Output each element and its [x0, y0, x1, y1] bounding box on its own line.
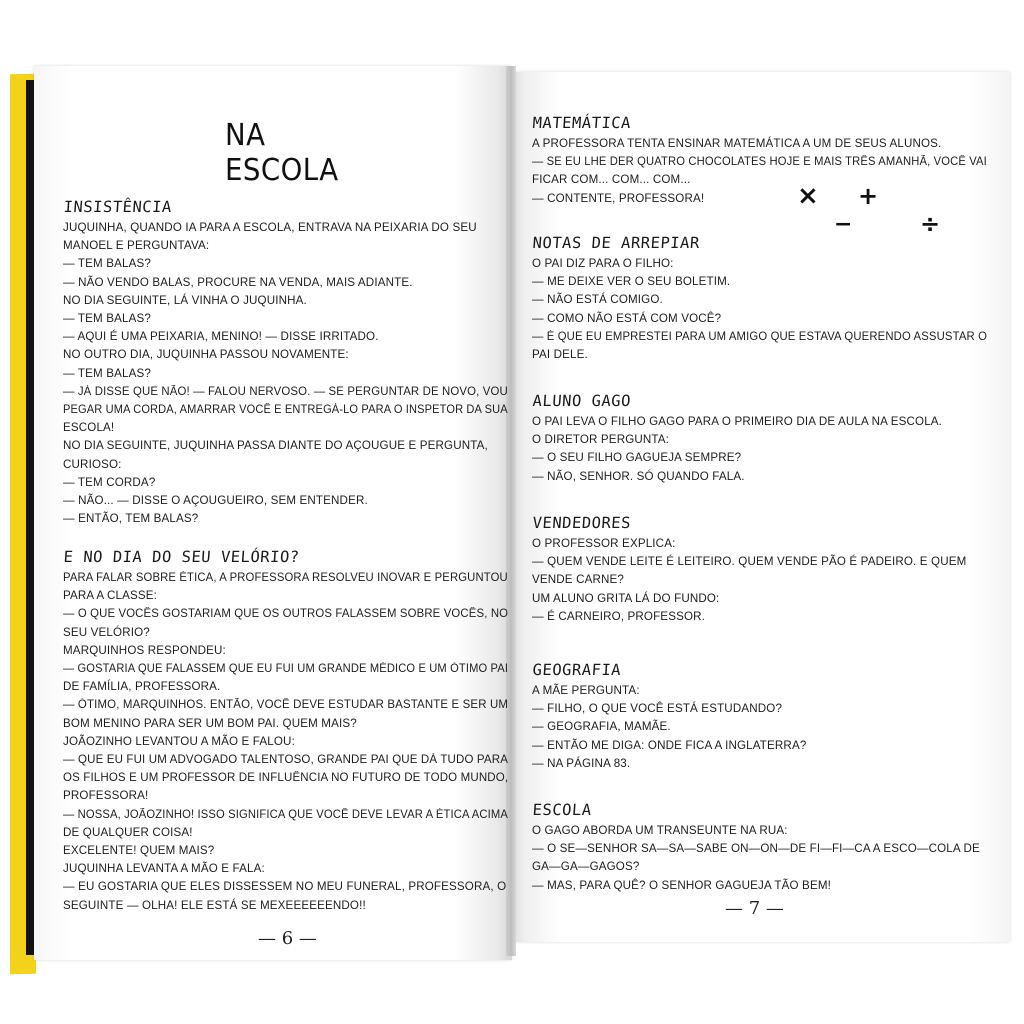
text-line: — CONTENTE, PROFESSORA! [532, 191, 705, 205]
text-line: BOM MENINO PARA SER UM BOM PAI. QUEM MAIS? [63, 716, 357, 730]
text-line: PARA A CLASSE: [63, 589, 158, 603]
text-line: O DIRETOR PERGUNTA: [532, 433, 670, 447]
section-title: GEOGRAFIA [532, 661, 622, 679]
section-matematica [532, 114, 992, 208]
section-body [532, 255, 992, 364]
multiply-symbol: × [797, 181, 819, 211]
section-insistencia [63, 198, 508, 528]
plus-symbol: + [858, 182, 879, 210]
text-line: — NÃO... — DISSE O AÇOUGUEIRO, SEM ENTENDER. [63, 494, 368, 508]
page-number-right: — 7 — [725, 898, 784, 919]
text-line: — TEM BALAS? [63, 366, 151, 380]
text-line: — JÁ DISSE QUE NÃO! — FALOU NERVOSO. — SE PERGUNTAR DE NOVO, VOU [63, 384, 508, 398]
text-line: JUQUINHA LEVANTA A MÃO E FALA: [63, 862, 265, 876]
text-line: — ÓTIMO, MARQUINHOS. ENTÃO, VOCÊ DEVE ESTUDAR BASTANTE E SER UM [63, 698, 509, 712]
section-body [532, 822, 992, 895]
text-line: — AQUI É UMA PEIXARIA, MENINO! — DISSE IRRITADO. [63, 330, 379, 344]
text-line: GA—GA—GAGOS? [532, 860, 640, 874]
text-line: ESCOLA! [63, 421, 115, 435]
text-line: JUQUINHA, QUANDO IA PARA A ESCOLA, ENTRAVA NA PEIXARIA DO SEU [63, 221, 477, 234]
section-body [532, 135, 992, 208]
text-line: NO DIA SEGUINTE, LÁ VINHA O JUQUINHA. [63, 293, 307, 307]
text-line: — NA PÁGINA 83. [532, 756, 631, 770]
text-line: — ME DEIXE VER O SEU BOLETIM. [532, 275, 731, 289]
section-aluno-gago [532, 392, 992, 486]
text-line: O PAI LEVA O FILHO GAGO PARA O PRIMEIRO DIA DE AULA NA ESCOLA. [532, 415, 943, 428]
text-line: JOÃOZINHO LEVANTOU A MÃO E FALOU: [63, 734, 295, 748]
text-line: — EU GOSTARIA QUE ELES DISSESSEM NO MEU FUNERAL, PROFESSORA, O [63, 880, 507, 894]
text-line: — QUE EU FUI UM ADVOGADO TALENTOSO, GRANDE PAI QUE DÁ TUDO PARA [63, 753, 509, 767]
page-number-left: — 6 — [258, 928, 317, 949]
section-title: MATEMÁTICA [532, 114, 632, 132]
text-line: UM ALUNO GRITA LÁ DO FUNDO: [532, 591, 720, 605]
section-title: NOTAS DE ARREPIAR [532, 234, 701, 252]
section-vendedores [532, 514, 992, 626]
text-line: — GOSTARIA QUE FALASSEM QUE EU FUI UM GRANDE MÉDICO E UM ÓTIMO PAI [63, 662, 509, 676]
text-line: MANOEL E PERGUNTAVA: [63, 239, 210, 253]
section-body [63, 569, 508, 915]
text-line: — FILHO, O QUE VOCÊ ESTÁ ESTUDANDO? [532, 702, 783, 716]
section-title: E NO DIA DO SEU VELÓRIO? [63, 548, 301, 566]
section-body [532, 535, 992, 626]
text-line: — TEM BALAS? [63, 257, 151, 271]
section-body [532, 682, 992, 773]
text-line: — COMO NÃO ESTÁ COM VOCÊ? [532, 311, 722, 325]
section-escola [532, 801, 992, 895]
text-line: — O SE—SENHOR SA—SA—SABE ON—ON—DE FI—FI—CA A ESCO—COLA DE [532, 842, 980, 856]
text-line: O PROFESSOR EXPLICA: [532, 537, 676, 550]
section-body [532, 413, 992, 486]
text-line: PROFESSORA! [63, 789, 149, 803]
text-line: PAI DELE. [532, 348, 588, 362]
section-geografia [532, 661, 992, 773]
text-line: VENDE CARNE? [532, 573, 624, 587]
text-line: DE FAMÍLIA, PROFESSORA. [63, 680, 221, 694]
text-line: NO OUTRO DIA, JUQUINHA PASSOU NOVAMENTE: [63, 348, 349, 362]
text-line: CURIOSO: [63, 457, 122, 471]
text-line: FICAR COM... COM... COM... [532, 173, 691, 187]
text-line: — NOSSA, JOÃOZINHO! ISSO SIGNIFICA QUE VOCÊ DEVE LEVAR A ÉTICA ACIMA [63, 807, 508, 821]
text-line: — GEOGRAFIA, MAMÃE. [532, 720, 671, 734]
text-line: — ENTÃO ME DIGA: ONDE FICA A INGLATERRA? [532, 738, 807, 752]
text-line: OS FILHOS E UM PROFESSOR DE INFLUÊNCIA NO FUTURO DE TODO MUNDO, [63, 771, 509, 785]
divide-symbol: ÷ [920, 210, 941, 238]
section-notas-de-arrepiar [532, 234, 992, 364]
text-line: — TEM BALAS? [63, 312, 151, 326]
chapter-title: NA ESCOLA [225, 118, 339, 188]
text-line: — O SEU FILHO GAGUEJA SEMPRE? [532, 451, 742, 465]
text-line: — NÃO VENDO BALAS, PROCURE NA VENDA, MAIS ADIANTE. [63, 275, 413, 289]
text-line: — SE EU LHE DER QUATRO CHOCOLATES HOJE E MAIS TRÊS AMANHÃ, VOCÊ VAI [532, 155, 987, 169]
text-line: SEU VELÓRIO? [63, 625, 150, 639]
text-line: PARA FALAR SOBRE ÉTICA, A PROFESSORA RESOLVEU INOVAR E PERGUNTOU [63, 571, 508, 584]
text-line: — NÃO ESTÁ COMIGO. [532, 293, 663, 307]
text-line: O GAGO ABORDA UM TRANSEUNTE NA RUA: [532, 824, 788, 837]
text-line: SEGUINTE — OLHA! ELE ESTÁ SE MEXEEEEEENDO!! [63, 898, 366, 912]
text-line: DE QUALQUER COISA! [63, 825, 193, 839]
text-line: EXCELENTE! QUEM MAIS? [63, 844, 215, 858]
section-title: ESCOLA [532, 801, 593, 819]
text-line: PEGAR UMA CORDA, AMARRAR VOCÊ E ENTREGÁ-LO PARA O INSPETOR DA SUA [63, 403, 508, 417]
text-line: — TEM CORDA? [63, 475, 156, 489]
text-line: — NÃO, SENHOR. SÓ QUANDO FALA. [532, 469, 745, 483]
text-line: — O QUE VOCÊS GOSTARIAM QUE OS OUTROS FALASSEM SOBRE VOCÊS, NO [63, 607, 509, 621]
text-line: — ENTÃO, TEM BALAS? [63, 512, 199, 526]
section-title: INSISTÊNCIA [63, 198, 173, 216]
minus-symbol: − [834, 212, 853, 237]
section-title: VENDEDORES [532, 514, 632, 532]
text-line: O PAI DIZ PARA O FILHO: [532, 257, 674, 270]
text-line: — MAS, PARA QUÊ? O SENHOR GAGUEJA TÃO BEM! [532, 878, 832, 892]
text-line: — É CARNEIRO, PROFESSOR. [532, 609, 706, 623]
section-velorio [63, 548, 508, 915]
text-line: A MÃE PERGUNTA: [532, 684, 640, 697]
text-line: NO DIA SEGUINTE, JUQUINHA PASSA DIANTE DO AÇOUGUE E PERGUNTA, [63, 439, 488, 453]
text-line: — É QUE EU EMPRESTEI PARA UM AMIGO QUE ESTAVA QUERENDO ASSUSTAR O [532, 329, 988, 343]
section-body [63, 219, 508, 528]
section-title: ALUNO GAGO [532, 392, 632, 410]
text-line: — QUEM VENDE LEITE É LEITEIRO. QUEM VENDE PÃO É PADEIRO. E QUEM [532, 555, 967, 569]
text-line: A PROFESSORA TENTA ENSINAR MATEMÁTICA A UM DE SEUS ALUNOS. [532, 137, 942, 150]
text-line: MARQUINHOS RESPONDEU: [63, 643, 226, 657]
